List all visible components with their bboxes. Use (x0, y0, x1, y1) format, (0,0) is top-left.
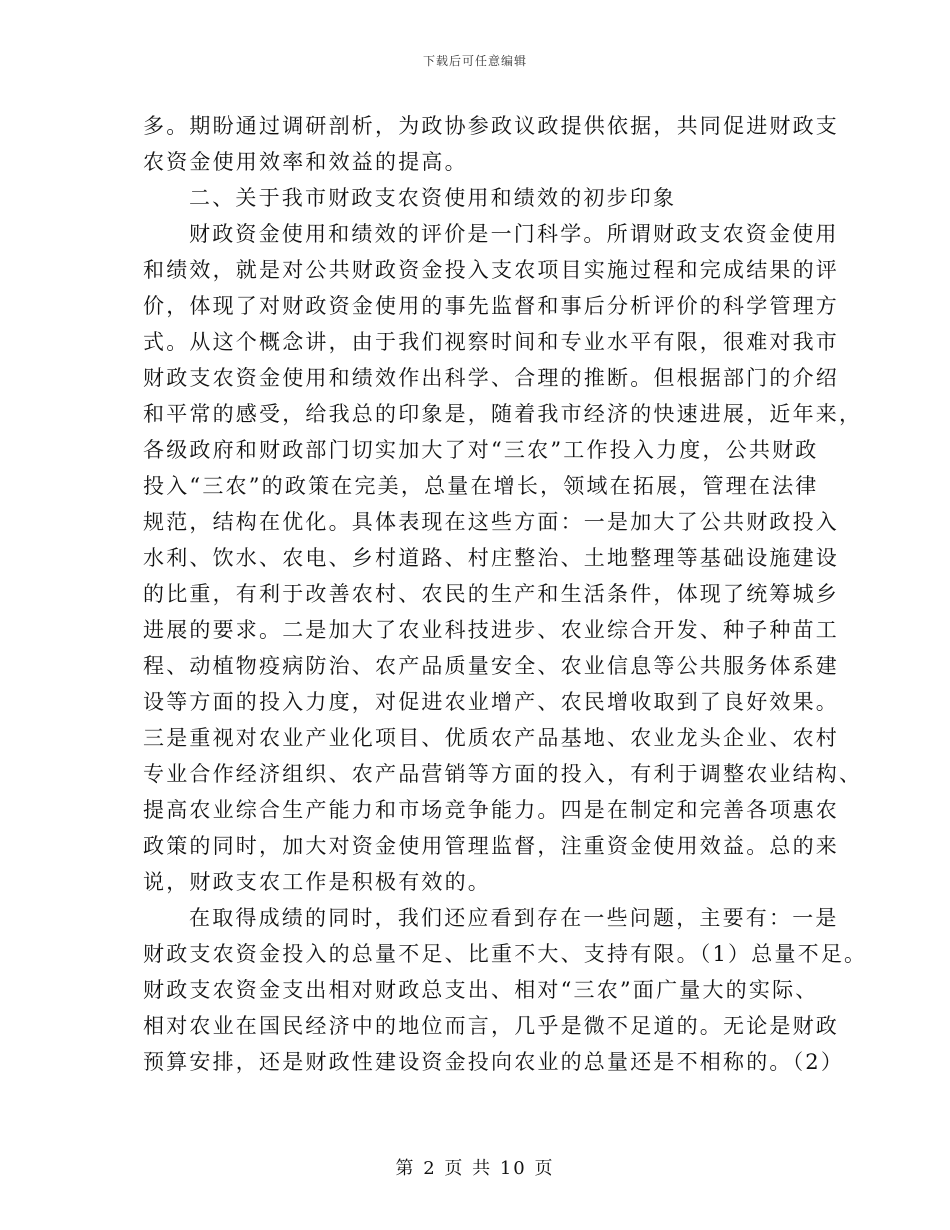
text-line: 进展的要求。二是加大了农业科技进步、农业综合开发、种子种苗工 (143, 618, 839, 642)
text-line: 设等方面的投入力度，对促进农业增产、农民增收取到了良好效果。 (143, 690, 839, 714)
text-line: 投入“三农”的政策在完美，总量在增长，领域在拓展，管理在法律 (143, 474, 819, 498)
text-line: 的比重，有利于改善农村、农民的生产和生活条件，体现了统筹城乡 (143, 582, 839, 606)
text-line: 专业合作经济组织、农产品营销等方面的投入，有利于调整农业结构、 (143, 762, 863, 786)
text-line: 相对农业在国民经济中的地位而言，几乎是微不足道的。无论是财政 (143, 1014, 839, 1038)
text-line: 预算安排，还是财政性建设资金投向农业的总量还是不相称的。（2） (143, 1050, 845, 1074)
section-heading: 二、关于我市财政支农资使用和绩效的初步印象 (189, 186, 677, 210)
text-line: 和绩效，就是对公共财政资金投入支农项目实施过程和完成结果的评 (143, 258, 839, 282)
text-line: 农资金使用效率和效益的提高。 (143, 150, 468, 174)
text-line: 各级政府和财政部门切实加大了对“三农”工作投入力度，公共财政 (143, 438, 819, 462)
text-line: 和平常的感受，给我总的印象是，随着我市经济的快速进展，近年来， (143, 402, 863, 426)
text-line: 财政支农资金支出相对财政总支出、相对“三农”面广量大的实际、 (143, 978, 819, 1002)
text-line: 提高农业综合生产能力和市场竞争能力。四是在制定和完善各项惠农 (143, 798, 839, 822)
page-header-note: 下载后可任意编辑 (422, 54, 527, 68)
text-line: 三是重视对农业产业化项目、优质农产品基地、农业龙头企业、农村 (143, 726, 839, 750)
text-line: 价，体现了对财政资金使用的事先监督和事后分析评价的科学管理方 (143, 294, 839, 318)
text-line: 多。期盼通过调研剖析，为政协参政议政提供依据，共同促进财政支 (143, 114, 839, 138)
text-line: 政策的同时，加大对资金使用管理监督，注重资金使用效益。总的来 (143, 834, 839, 858)
text-line: 财政资金使用和绩效的评价是一门科学。所谓财政支农资金使用 (189, 222, 839, 246)
page-number: 第 2 页 共 10 页 (395, 1158, 555, 1179)
text-line: 说，财政支农工作是积极有效的。 (143, 870, 491, 894)
text-line: 规范，结构在优化。具体表现在这些方面：一是加大了公共财政投入 (143, 510, 839, 534)
document-body (143, 108, 868, 1080)
text-line: 式。从这个概念讲，由于我们视察时间和专业水平有限，很难对我市 (143, 330, 839, 354)
text-line: 水利、饮水、农电、乡村道路、村庄整治、土地整理等基础设施建设 (143, 546, 839, 570)
text-line: 程、动植物疫病防治、农产品质量安全、农业信息等公共服务体系建 (143, 654, 839, 678)
text-line: 财政支农资金投入的总量不足、比重不大、支持有限。（1）总量不足。 (143, 942, 868, 966)
text-line: 在取得成绩的同时，我们还应看到存在一些问题，主要有：一是 (189, 906, 839, 930)
text-line: 财政支农资金使用和绩效作出科学、合理的推断。但根据部门的介绍 (143, 366, 839, 390)
